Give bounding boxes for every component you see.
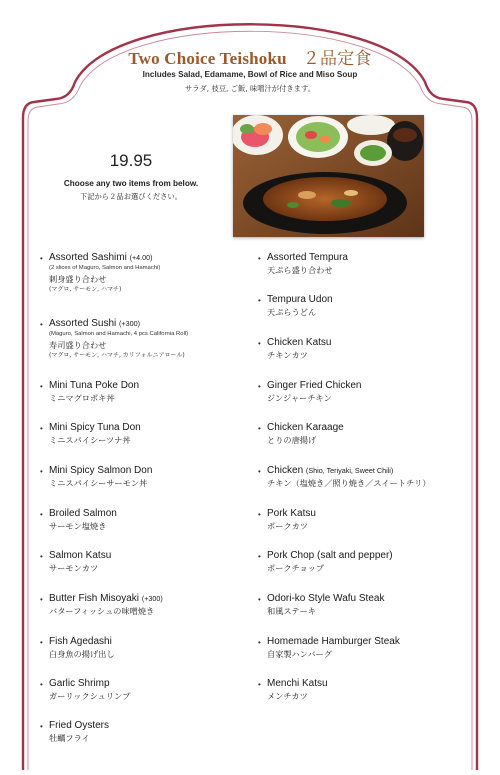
bullet-icon: • (40, 595, 43, 604)
menu-item: • Odori-ko Style Wafu Steak 和風ステーキ (258, 593, 385, 616)
bullet-icon: • (258, 382, 261, 391)
menu-item: • Mini Spicy Tuna Don ミニスパイシーツナ丼 (40, 422, 141, 445)
bullet-icon: • (40, 510, 43, 519)
menu-item: • Fried Oysters 牡蠣フライ (40, 720, 110, 743)
bullet-icon: • (40, 320, 43, 329)
choose-instruction-jp: 下記から２品お選びください。 (79, 192, 183, 201)
menu-item: • Assorted Sushi (+300) (Maguro, Salmon and Hamachi, 4 pcs California Roll) 寿司盛り合わせ (マグロ, サーモン, ハマチ, カリフォルニアロール) (40, 318, 189, 359)
menu-item: • Menchi Katsu メンチカツ (258, 678, 328, 701)
bullet-icon: • (258, 680, 261, 689)
menu-title: Two Choice Teishoku ２品定食 (128, 49, 372, 69)
bullet-icon: • (258, 339, 261, 348)
bullet-icon: • (40, 552, 43, 561)
menu-item: • Chicken Karaage とりの唐揚げ (258, 422, 344, 445)
bullet-icon: • (40, 467, 43, 476)
bullet-icon: • (258, 552, 261, 561)
menu-item: • Assorted Sashimi (+4.00) (2 slices of Maguro, Salmon and Hamachi) 刺身盛り合わせ (マグロ, サーモン, ハマチ) (40, 252, 161, 293)
bullet-icon: • (258, 254, 261, 263)
bullet-icon: • (258, 510, 261, 519)
menu-item: • Pork Chop (salt and pepper) ポークチョップ (258, 550, 393, 573)
bullet-icon: • (40, 638, 43, 647)
menu-item: • Salmon Katsu サーモンカツ (40, 550, 112, 573)
menu-item: • Garlic Shrimp ガーリックシュリンプ (40, 678, 131, 701)
bullet-icon: • (258, 638, 261, 647)
menu-item: • Mini Spicy Salmon Don ミニスパイシーサーモン丼 (40, 465, 153, 488)
menu-item: • Assorted Tempura 天ぷら盛り合わせ (258, 252, 348, 275)
bullet-icon: • (40, 680, 43, 689)
bullet-icon: • (40, 722, 43, 731)
menu-item: • Homemade Hamburger Steak 自家製ハンバーグ (258, 636, 400, 659)
teishoku-set-photo (233, 115, 424, 237)
bullet-icon: • (258, 467, 261, 476)
bullet-icon: • (258, 595, 261, 604)
menu-item: • Pork Katsu ポークカツ (258, 508, 316, 531)
bullet-icon: • (40, 254, 43, 263)
bullet-icon: • (258, 424, 261, 433)
menu-item: • Chicken (Shio, Teriyaki, Sweet Chili) チキン（塩焼き／照り焼き／スイートチリ） (258, 465, 431, 488)
menu-item: • Broiled Salmon サーモン塩焼き (40, 508, 117, 531)
includes-text: Includes Salad, Edamame, Bowl of Rice and Miso Soup (142, 70, 358, 79)
menu-item: • Mini Tuna Poke Don ミニマグロポキ丼 (40, 380, 140, 403)
price: 19.95 (109, 151, 153, 170)
menu-item: • Chicken Katsu チキンカツ (258, 337, 332, 360)
includes-text-jp: サラダ, 枝豆, ご飯, 味噌汁が付きます。 (184, 84, 315, 93)
bullet-icon: • (40, 424, 43, 433)
bullet-icon: • (258, 296, 261, 305)
menu-item: • Ginger Fried Chicken ジンジャーチキン (258, 380, 362, 403)
menu-item: • Fish Agedashi 白身魚の揚げ出し (40, 636, 115, 659)
choose-instruction: Choose any two items from below. (63, 179, 199, 188)
bullet-icon: • (40, 382, 43, 391)
menu-item: • Butter Fish Misoyaki (+300) バターフィッシュの味噌焼き (40, 593, 163, 616)
menu-item: • Tempura Udon 天ぷらうどん (258, 294, 333, 317)
